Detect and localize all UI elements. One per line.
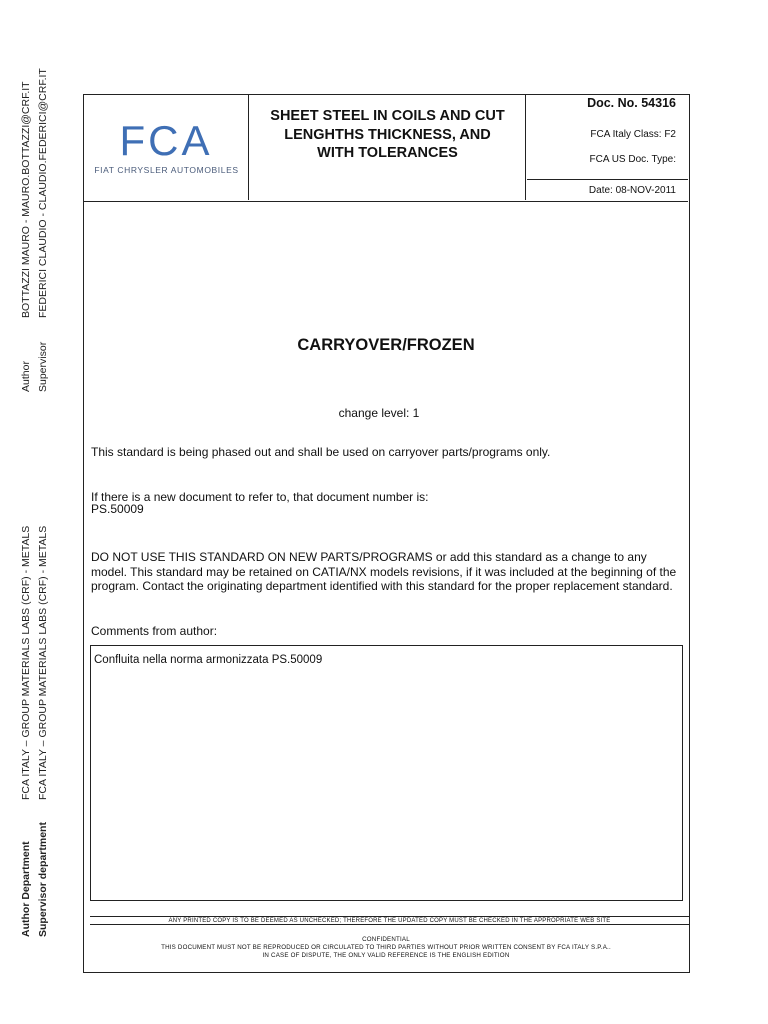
supervisor-value: FEDERICI CLAUDIO - CLAUDIO.FEDERICI@CRF.IT	[37, 68, 49, 318]
author-department-label: Author Department	[20, 841, 32, 937]
comments-label: Comments from author:	[91, 624, 218, 638]
logo-subtitle: FIAT CHRYSLER AUTOMOBILES	[94, 165, 239, 175]
footer-notice	[84, 936, 688, 961]
document-frame	[83, 94, 690, 973]
svg-text:FCA: FCA	[119, 119, 213, 159]
confidential-label: CONFIDENTIAL	[362, 936, 410, 943]
document-date: Date: 08-NOV-2011	[588, 185, 676, 196]
doc-number: Doc. No. 54316	[587, 96, 676, 110]
do-not-use-notice: DO NOT USE THIS STANDARD ON NEW PARTS/PROGRAMS or add this standard as a change to any model. This standard may be retained on CATIA/NX models revisions, if it was included at the beginning of the program. Contact the originating department identified with this standard for the proper replacement standard.	[91, 550, 677, 593]
new-document-number: PS.50009	[91, 502, 144, 516]
logo-cell	[84, 95, 249, 200]
title-line-3: WITH TOLERANCES	[317, 145, 458, 161]
status-title: CARRYOVER/FROZEN	[297, 336, 475, 354]
printed-copy-warning: ANY PRINTED COPY IS TO BE DEEMED AS UNCHECKED; THEREFORE THE UPDATED COPY MUST BE CHECKED IN THE APPROPRIATE WEB SITE	[90, 916, 689, 925]
supervisor-label: Supervisor	[37, 341, 49, 392]
reproduction-notice: THIS DOCUMENT MUST NOT BE REPRODUCED OR CIRCULATED TO THIRD PARTIES WITHOUT PRIOR WRITTEN CONSENT BY FCA ITALY S.P.A..	[161, 944, 611, 952]
new-document-intro: If there is a new document to refer to, that document number is:	[91, 490, 429, 504]
title-line-2: LENGHTHS THICKNESS, AND	[284, 126, 491, 143]
author-comment-text: Confluita nella norma armonizzata PS.50009	[94, 654, 323, 666]
document-info	[527, 95, 688, 200]
fca-us-doc-type: FCA US Doc. Type:	[589, 154, 676, 165]
author-comment-box	[90, 645, 683, 901]
author-value: BOTTAZZI MAURO - MAURO.BOTTAZZI@CRF.IT	[20, 81, 32, 318]
fca-logo-icon	[111, 119, 221, 159]
fca-italy-class: FCA Italy Class: F2	[590, 129, 676, 140]
document-title	[250, 95, 526, 200]
dispute-notice: IN CASE OF DISPUTE, THE ONLY VALID REFERENCE IS THE ENGLISH EDITION	[262, 952, 510, 960]
metadata-sidebar	[0, 0, 60, 1024]
supervisor-department-value: FCA ITALY – GROUP MATERIALS LABS (CRF) - METALS	[37, 525, 49, 800]
supervisor-department-label: Supervisor department	[37, 822, 49, 937]
title-line-1: SHEET STEEL IN COILS AND CUT	[270, 108, 505, 124]
date-row	[527, 179, 688, 200]
author-department-value: FCA ITALY – GROUP MATERIALS LABS (CRF) - METALS	[20, 525, 32, 800]
change-level: change level: 1	[338, 406, 420, 420]
author-label: Author	[20, 361, 32, 392]
phased-out-notice: This standard is being phased out and shall be used on carryover parts/programs only.	[91, 445, 551, 459]
document-header	[84, 95, 688, 202]
